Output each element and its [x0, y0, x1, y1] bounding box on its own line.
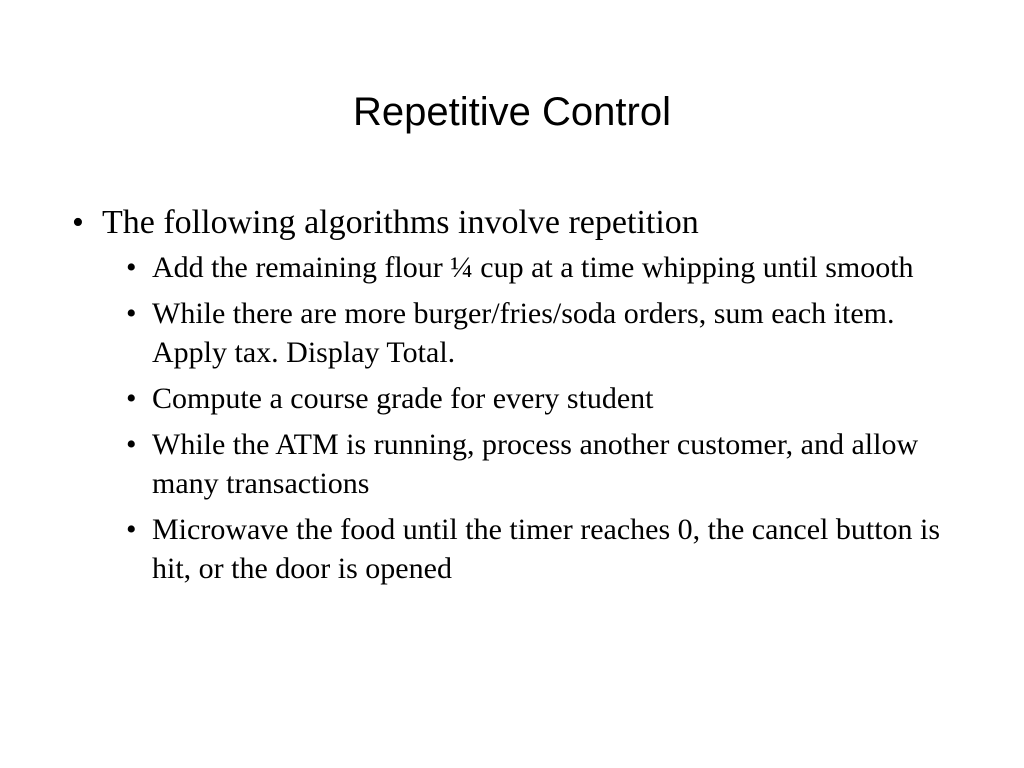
sub-bullet-item [72, 379, 972, 418]
bullet-marker: • [126, 513, 137, 546]
bullet-marker: • [126, 251, 137, 284]
bullet-marker: • [126, 297, 137, 330]
sub-bullet-item [72, 425, 972, 503]
sub-bullet-item [72, 510, 972, 588]
main-bullet-text: The following algorithms involve repetition [102, 204, 699, 241]
main-bullet-item [72, 202, 972, 244]
bullet-marker: • [126, 382, 137, 415]
sub-bullet-text: Microwave the food until the timer reaches 0, the cancel button is hit, or the door is opened [152, 513, 941, 585]
sub-bullet-list [72, 248, 972, 588]
sub-bullet-item [72, 294, 972, 372]
bullet-marker: • [72, 204, 84, 241]
sub-bullet-text: Add the remaining flour ¼ cup at a time whipping until smooth [152, 251, 914, 284]
sub-bullet-text: While there are more burger/fries/soda orders, sum each item. Apply tax. Display Total. [152, 297, 895, 369]
sub-bullet-item [72, 248, 972, 287]
sub-bullet-text: Compute a course grade for every student [152, 382, 654, 415]
bullet-marker: • [126, 428, 137, 461]
slide-title: Repetitive Control [353, 90, 671, 134]
sub-bullet-text: While the ATM is running, process another customer, and allow many transactions [152, 428, 919, 500]
slide-content [72, 202, 972, 595]
